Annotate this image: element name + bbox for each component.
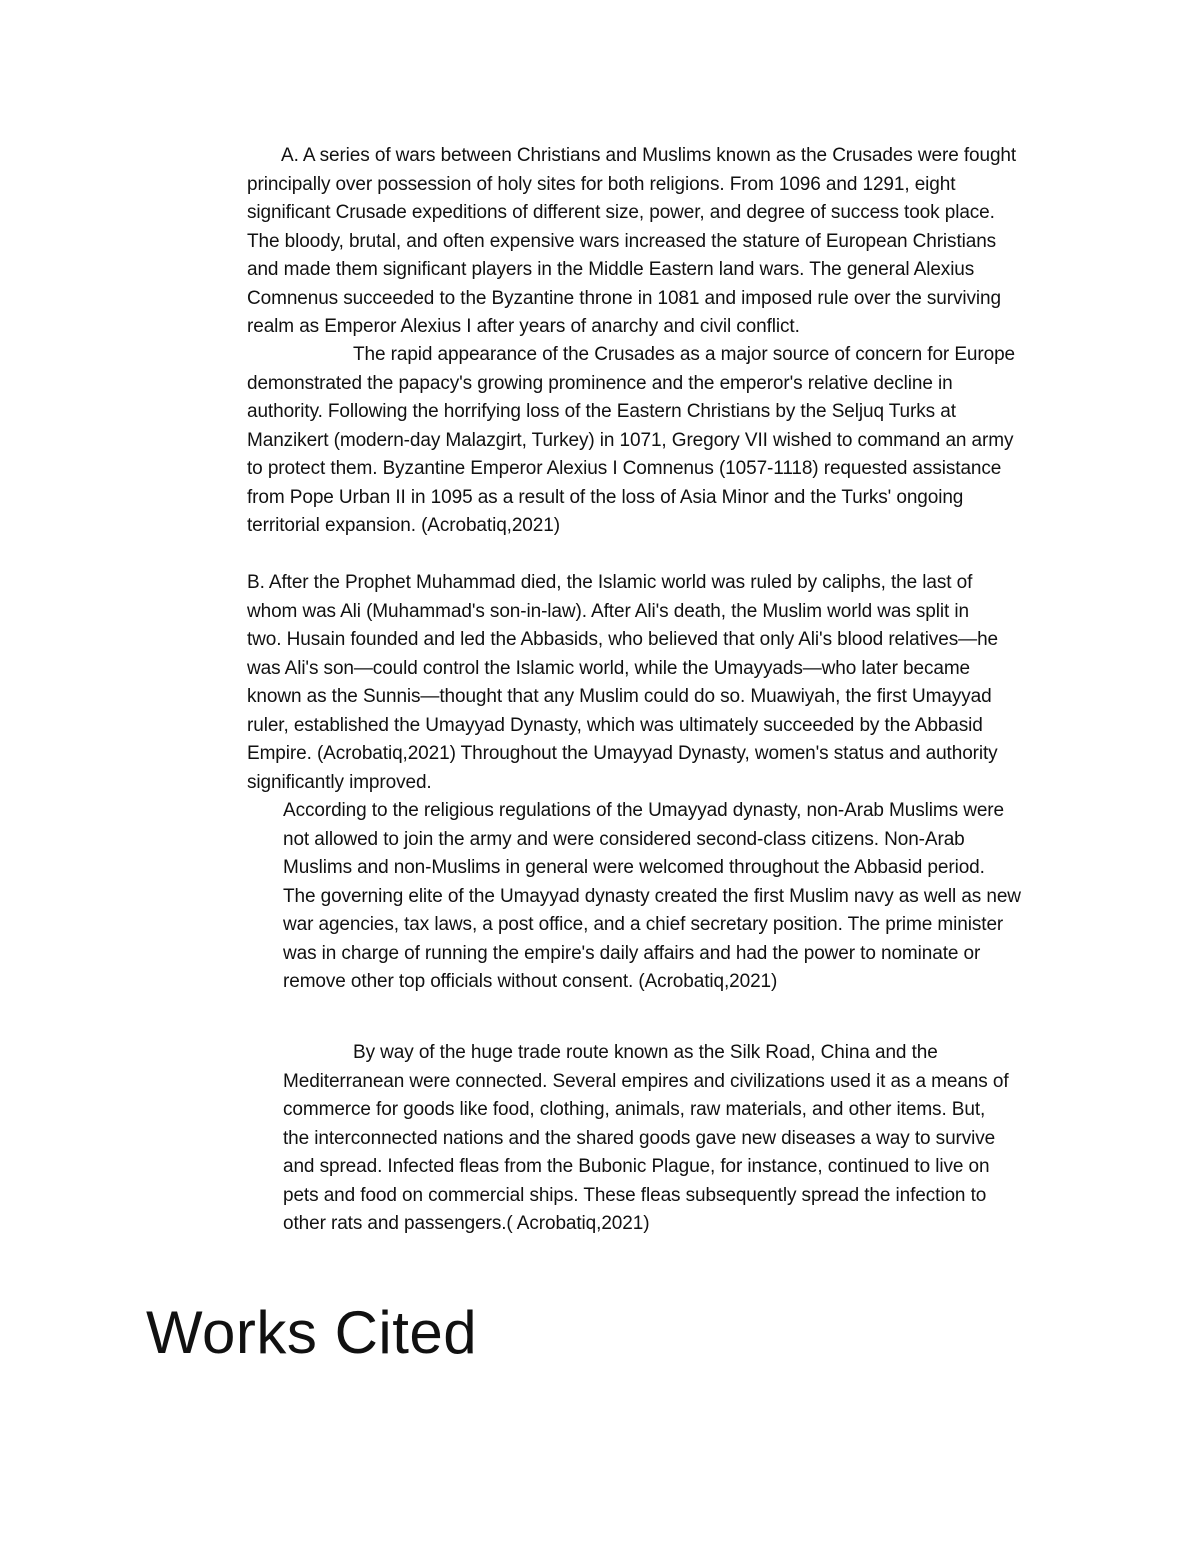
text-line: Mediterranean were connected. Several empires and civilizations used it as a means of (283, 1070, 1009, 1092)
text-line: The rapid appearance of the Crusades as a major source of concern for Europe (353, 344, 1016, 365)
text-line: demonstrated the papacy's growing prominence and the emperor's relative decline in (247, 372, 953, 394)
text-line: the interconnected nations and the shared goods gave new diseases a way to survive (283, 1127, 996, 1149)
text-line: authority. Following the horrifying loss of the Eastern Christians by the Seljuq Turks at (247, 401, 956, 422)
section-c-paragraph-1 (283, 1039, 1009, 1239)
text-line: The bloody, brutal, and often expensive wars increased the stature of European Christians (247, 230, 997, 252)
text-line: ruler, established the Umayyad Dynasty, which was ultimately succeeded by the Abbasid (247, 714, 983, 736)
text-line: whom was Ali (Muhammad's son-in-law). After Ali's death, the Muslim world was split in (247, 600, 969, 622)
text-line: Empire. (Acrobatiq,2021) Throughout the Umayyad Dynasty, women's status and authority (247, 743, 998, 764)
text-line: significantly improved. (247, 771, 432, 793)
text-line: other rats and passengers.( Acrobatiq,2021) (283, 1213, 650, 1234)
section-b-paragraph-2 (283, 797, 1021, 997)
section-a-paragraph-2 (247, 341, 1015, 541)
text-line: A. A series of wars between Christians and Muslims known as the Crusades were fought (281, 145, 1017, 166)
text-line: The governing elite of the Umayyad dynasty created the first Muslim navy as well as new (283, 885, 1021, 907)
text-line: B. After the Prophet Muhammad died, the Islamic world was ruled by caliphs, the last of (247, 572, 973, 593)
text-line: commerce for goods like food, clothing, animals, raw materials, and other items. But, (283, 1099, 986, 1120)
text-line: not allowed to join the army and were considered second-class citizens. Non-Arab (283, 828, 965, 850)
section-a-paragraph-1 (247, 142, 1016, 342)
text-line: was in charge of running the empire's daily affairs and had the power to nominate or (283, 942, 981, 964)
text-line: realm as Emperor Alexius I after years of anarchy and civil conflict. (247, 316, 800, 337)
text-line: pets and food on commercial ships. These fleas subsequently spread the infection to (283, 1184, 987, 1206)
text-line: remove other top officials without consent. (Acrobatiq,2021) (283, 971, 778, 992)
text-line: According to the religious regulations of the Umayyad dynasty, non-Arab Muslims were (283, 800, 1004, 821)
text-line: known as the Sunnis—thought that any Muslim could do so. Muawiyah, the first Umayyad (247, 686, 992, 707)
text-line: and made them significant players in the Middle Eastern land wars. The general Alexius (247, 259, 975, 280)
text-line: was Ali's son—could control the Islamic world, while the Umayyads—who later became (247, 657, 971, 679)
text-line: Manzikert (modern-day Malazgirt, Turkey) in 1071, Gregory VII wished to command an army (247, 429, 1014, 451)
text-line: Comnenus succeeded to the Byzantine throne in 1081 and imposed rule over the surviving (247, 287, 1001, 309)
text-line: principally over possession of holy sites for both religions. From 1096 and 1291, eight (247, 173, 956, 195)
text-line: territorial expansion. (Acrobatiq,2021) (247, 515, 560, 536)
text-line: war agencies, tax laws, a post office, and a chief secretary position. The prime minister (283, 914, 1004, 935)
text-line: two. Husain founded and led the Abbasids, who believed that only Ali's blood relatives—he (247, 629, 998, 650)
text-line: and spread. Infected fleas from the Bubonic Plague, for instance, continued to live on (283, 1156, 990, 1177)
section-b-paragraph-1 (247, 569, 998, 797)
text-line: significant Crusade expeditions of different size, power, and degree of success took place. (247, 202, 995, 223)
text-line: Muslims and non-Muslims in general were welcomed throughout the Abbasid period. (283, 857, 985, 878)
works-cited-heading: Works Cited (146, 1299, 478, 1366)
text-line: By way of the huge trade route known as the Silk Road, China and the (353, 1042, 938, 1063)
text-line: from Pope Urban II in 1095 as a result of the loss of Asia Minor and the Turks' ongoing (247, 486, 964, 508)
text-line: to protect them. Byzantine Emperor Alexius I Comnenus (1057-1118) requested assistance (247, 458, 1002, 479)
